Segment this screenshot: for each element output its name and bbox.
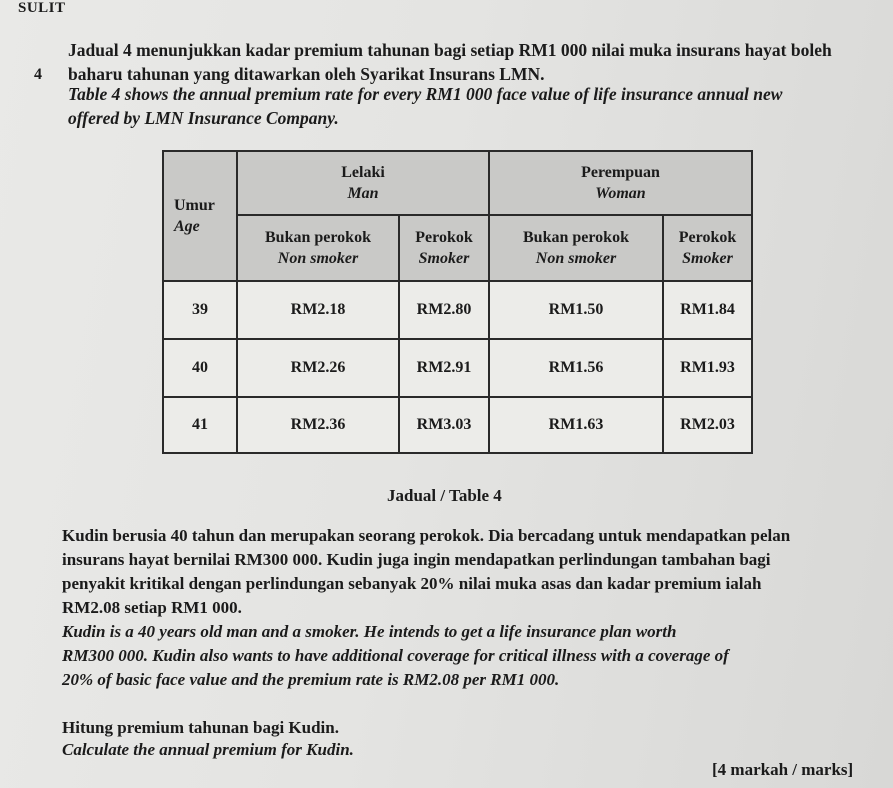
age-cell: 39 bbox=[163, 281, 237, 339]
woman-nonsmoker-header bbox=[489, 215, 663, 281]
document-header: SULIT bbox=[18, 0, 66, 16]
scenario-english-line-1: Kudin is a 40 years old man and a smoker. He intends to get a life insurance plan worth bbox=[62, 622, 677, 641]
female-header-malay: Perempuan bbox=[581, 164, 660, 181]
rate-cell: RM2.03 bbox=[663, 397, 752, 453]
woman-smoker-english: Smoker bbox=[682, 250, 733, 267]
table-caption: Jadual / Table 4 bbox=[387, 486, 502, 505]
table-row bbox=[163, 397, 752, 453]
rate-cell: RM1.63 bbox=[489, 397, 663, 453]
man-nonsmoker-malay: Bukan perokok bbox=[265, 229, 371, 246]
table-row bbox=[163, 339, 752, 397]
rate-cell: RM1.50 bbox=[489, 281, 663, 339]
male-header bbox=[237, 151, 489, 215]
question-number: 4 bbox=[34, 66, 42, 83]
rate-cell: RM1.56 bbox=[489, 339, 663, 397]
scenario-malay-line-1: Kudin berusia 40 tahun dan merupakan seorang perokok. Dia bercadang untuk mendapatkan pelan bbox=[62, 526, 791, 545]
premium-rate-table bbox=[162, 150, 753, 454]
scenario-english-line-2: RM300 000. Kudin also wants to have additional coverage for critical illness with a coverage of bbox=[62, 646, 729, 665]
age-cell: 41 bbox=[163, 397, 237, 453]
age-header bbox=[163, 151, 237, 281]
question-malay-line-2: baharu tahunan yang ditawarkan oleh Syarikat Insurans LMN. bbox=[68, 64, 545, 84]
rate-cell: RM3.03 bbox=[399, 397, 489, 453]
scenario-malay-line-4: RM2.08 setiap RM1 000. bbox=[62, 598, 242, 617]
woman-nonsmoker-malay: Bukan perokok bbox=[523, 229, 629, 246]
woman-smoker-header bbox=[663, 215, 752, 281]
scenario-english-line-3: 20% of basic face value and the premium rate is RM2.08 per RM1 000. bbox=[62, 670, 560, 689]
female-header bbox=[489, 151, 752, 215]
man-smoker-malay: Perokok bbox=[415, 229, 473, 246]
question-malay-line-1: Jadual 4 menunjukkan kadar premium tahunan bagi setiap RM1 000 nilai muka insurans hayat boleh bbox=[68, 40, 832, 60]
male-header-english: Man bbox=[347, 185, 379, 202]
man-nonsmoker-english: Non smoker bbox=[277, 250, 359, 267]
rate-cell: RM2.26 bbox=[237, 339, 399, 397]
scenario-malay-line-3: penyakit kritikal dengan perlindungan sebanyak 20% nilai muka asas dan kadar premium ialah bbox=[62, 574, 762, 593]
age-header-malay: Umur bbox=[174, 197, 215, 214]
rate-cell: RM1.93 bbox=[663, 339, 752, 397]
rate-cell: RM2.80 bbox=[399, 281, 489, 339]
man-nonsmoker-header bbox=[237, 215, 399, 281]
woman-nonsmoker-english: Non smoker bbox=[535, 250, 617, 267]
male-header-malay: Lelaki bbox=[341, 164, 385, 181]
man-smoker-header bbox=[399, 215, 489, 281]
task-malay: Hitung premium tahunan bagi Kudin. bbox=[62, 718, 339, 737]
woman-smoker-malay: Perokok bbox=[678, 229, 737, 246]
task-english: Calculate the annual premium for Kudin. bbox=[62, 740, 354, 759]
age-header-english: Age bbox=[174, 218, 200, 235]
question-english-line-1: Table 4 shows the annual premium rate for every RM1 000 face value of life insurance annual new bbox=[68, 84, 783, 104]
age-cell: 40 bbox=[163, 339, 237, 397]
rate-cell: RM2.91 bbox=[399, 339, 489, 397]
rate-cell: RM1.84 bbox=[663, 281, 752, 339]
marks-label: [4 markah / marks] bbox=[712, 760, 854, 779]
man-smoker-english: Smoker bbox=[418, 250, 470, 267]
rate-cell: RM2.36 bbox=[237, 397, 399, 453]
question-english-line-2: offered by LMN Insurance Company. bbox=[68, 108, 339, 128]
rate-cell: RM2.18 bbox=[237, 281, 399, 339]
table-row bbox=[163, 281, 752, 339]
scenario-malay-line-2: insurans hayat bernilai RM300 000. Kudin juga ingin mendapatkan perlindungan tambahan bagi bbox=[62, 550, 771, 569]
female-header-english: Woman bbox=[595, 185, 646, 202]
